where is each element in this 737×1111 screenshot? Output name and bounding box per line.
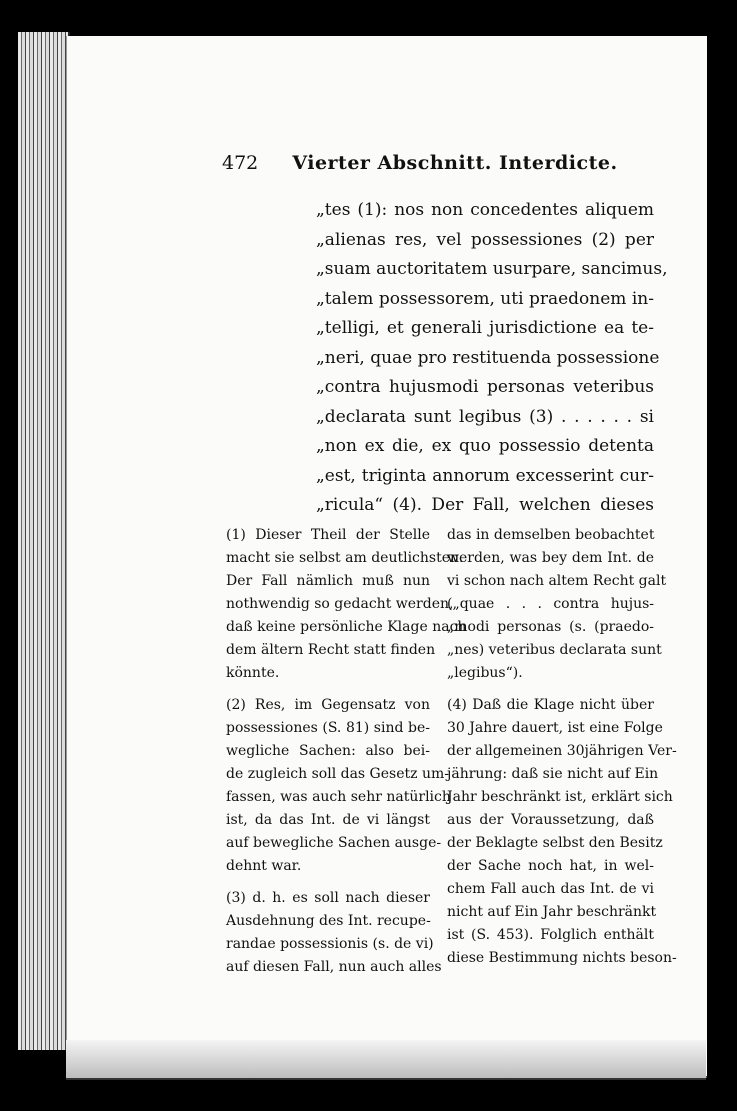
text-line: „declarata sunt legibus (3) . . . . . . si	[316, 406, 654, 427]
footnote-line: („quae . . . contra hujus-	[447, 596, 654, 612]
footnote-line: Ausdehnung des Int. recupe-	[226, 913, 431, 929]
text-line: „telligi, et generali jurisdictione ea te-	[316, 318, 654, 338]
footnote-line: 30 Jahre dauert, ist eine Folge	[447, 720, 663, 736]
text-line: „suam auctoritatem usurpare, sancimus,	[316, 259, 668, 279]
footnote-line: der Beklagte selbst den Besitz	[447, 835, 663, 851]
footnote-line: diese Bestimmung nichts beson-	[447, 950, 677, 966]
text-line: „contra hujusmodi personas veteribus	[316, 377, 654, 397]
text-line: „talem possessorem, uti praedonem in-	[316, 288, 654, 309]
page-number: 472	[222, 152, 259, 174]
footnote-line: vi schon nach altem Recht galt	[447, 573, 667, 589]
footnote-line: dehnt war.	[226, 858, 302, 874]
footnote-line: jährung: daß sie nicht auf Ein	[447, 766, 659, 782]
footnotes-left-column	[226, 524, 467, 979]
footnote-line: chem Fall auch das Int. de vi	[447, 881, 654, 897]
footnote-line: „modi personas (s. (praedo-	[447, 619, 654, 635]
footnote-line: der allgemeinen 30jährigen Ver-	[447, 743, 677, 759]
main-text	[316, 196, 668, 521]
text-line: „neri, quae pro restituenda possessione	[316, 347, 660, 368]
text-line: „ricula“ (4). Der Fall, welchen dieses	[316, 495, 654, 515]
footnote-line: (4) Daß die Klage nicht über	[447, 697, 654, 713]
footnote-line: (2) Res, im Gegensatz von	[226, 697, 430, 713]
footnote-line: randae possessionis (s. de vi)	[226, 936, 434, 952]
footnote-line: de zugleich soll das Gesetz um-	[226, 766, 449, 782]
footnote-line: Jahr beschränkt ist, erklärt sich	[447, 789, 673, 805]
footnote-line: nothwendig so gedacht werden,	[226, 596, 454, 612]
footnote-line: wegliche Sachen: also bei-	[226, 743, 430, 759]
footnote-line: fassen, was auch sehr natürlich	[226, 789, 451, 805]
page-stack-edge	[66, 1040, 706, 1080]
text-line: „non ex die, ex quo possessio detenta	[316, 436, 654, 456]
footnote-line: possessiones (S. 81) sind be-	[226, 720, 430, 736]
footnote-line: auf diesen Fall, nun auch alles	[226, 959, 442, 975]
footnote-line: der Sache noch hat, in wel-	[447, 858, 654, 874]
footnote-line: nicht auf Ein Jahr beschränkt	[447, 904, 657, 920]
page-header	[222, 152, 652, 174]
footnote-line: „nes) veteribus declarata sunt	[447, 642, 662, 658]
footnotes-right-column	[447, 524, 677, 970]
footnote-line: (1) Dieser Theil der Stelle	[226, 527, 430, 543]
text-line: „tes (1): nos non concedentes aliquem	[316, 200, 654, 220]
text-line: „est, triginta annorum excesserint cur-	[316, 465, 654, 486]
footnote-line: auf bewegliche Sachen ausge-	[226, 835, 442, 851]
footnote-line: aus der Voraussetzung, daß	[447, 812, 654, 828]
book-binding-edge	[18, 32, 70, 1050]
footnote-line: das in demselben beobachtet	[447, 527, 655, 543]
footnote-line: daß keine persönliche Klage nach	[226, 619, 467, 635]
footnote-line: macht sie selbst am deutlichsten.	[226, 550, 464, 566]
footnote-line: ist (S. 453). Folglich enthält	[447, 927, 654, 943]
running-title: Vierter Abschnitt. Interdicte.	[292, 152, 618, 174]
text-line: „alienas res, vel possessiones (2) per	[316, 229, 654, 250]
footnote-line: Der Fall nämlich muß nun	[226, 573, 430, 589]
footnote-line: „legibus“).	[447, 665, 523, 681]
footnote-line: (3) d. h. es soll nach dieser	[226, 890, 430, 906]
footnote-line: könnte.	[226, 665, 280, 681]
footnote-line: ist, da das Int. de vi längst	[226, 812, 430, 828]
footnote-line: dem ältern Recht statt finden	[226, 642, 436, 658]
footnote-line: werden, was bey dem Int. de	[447, 550, 654, 566]
